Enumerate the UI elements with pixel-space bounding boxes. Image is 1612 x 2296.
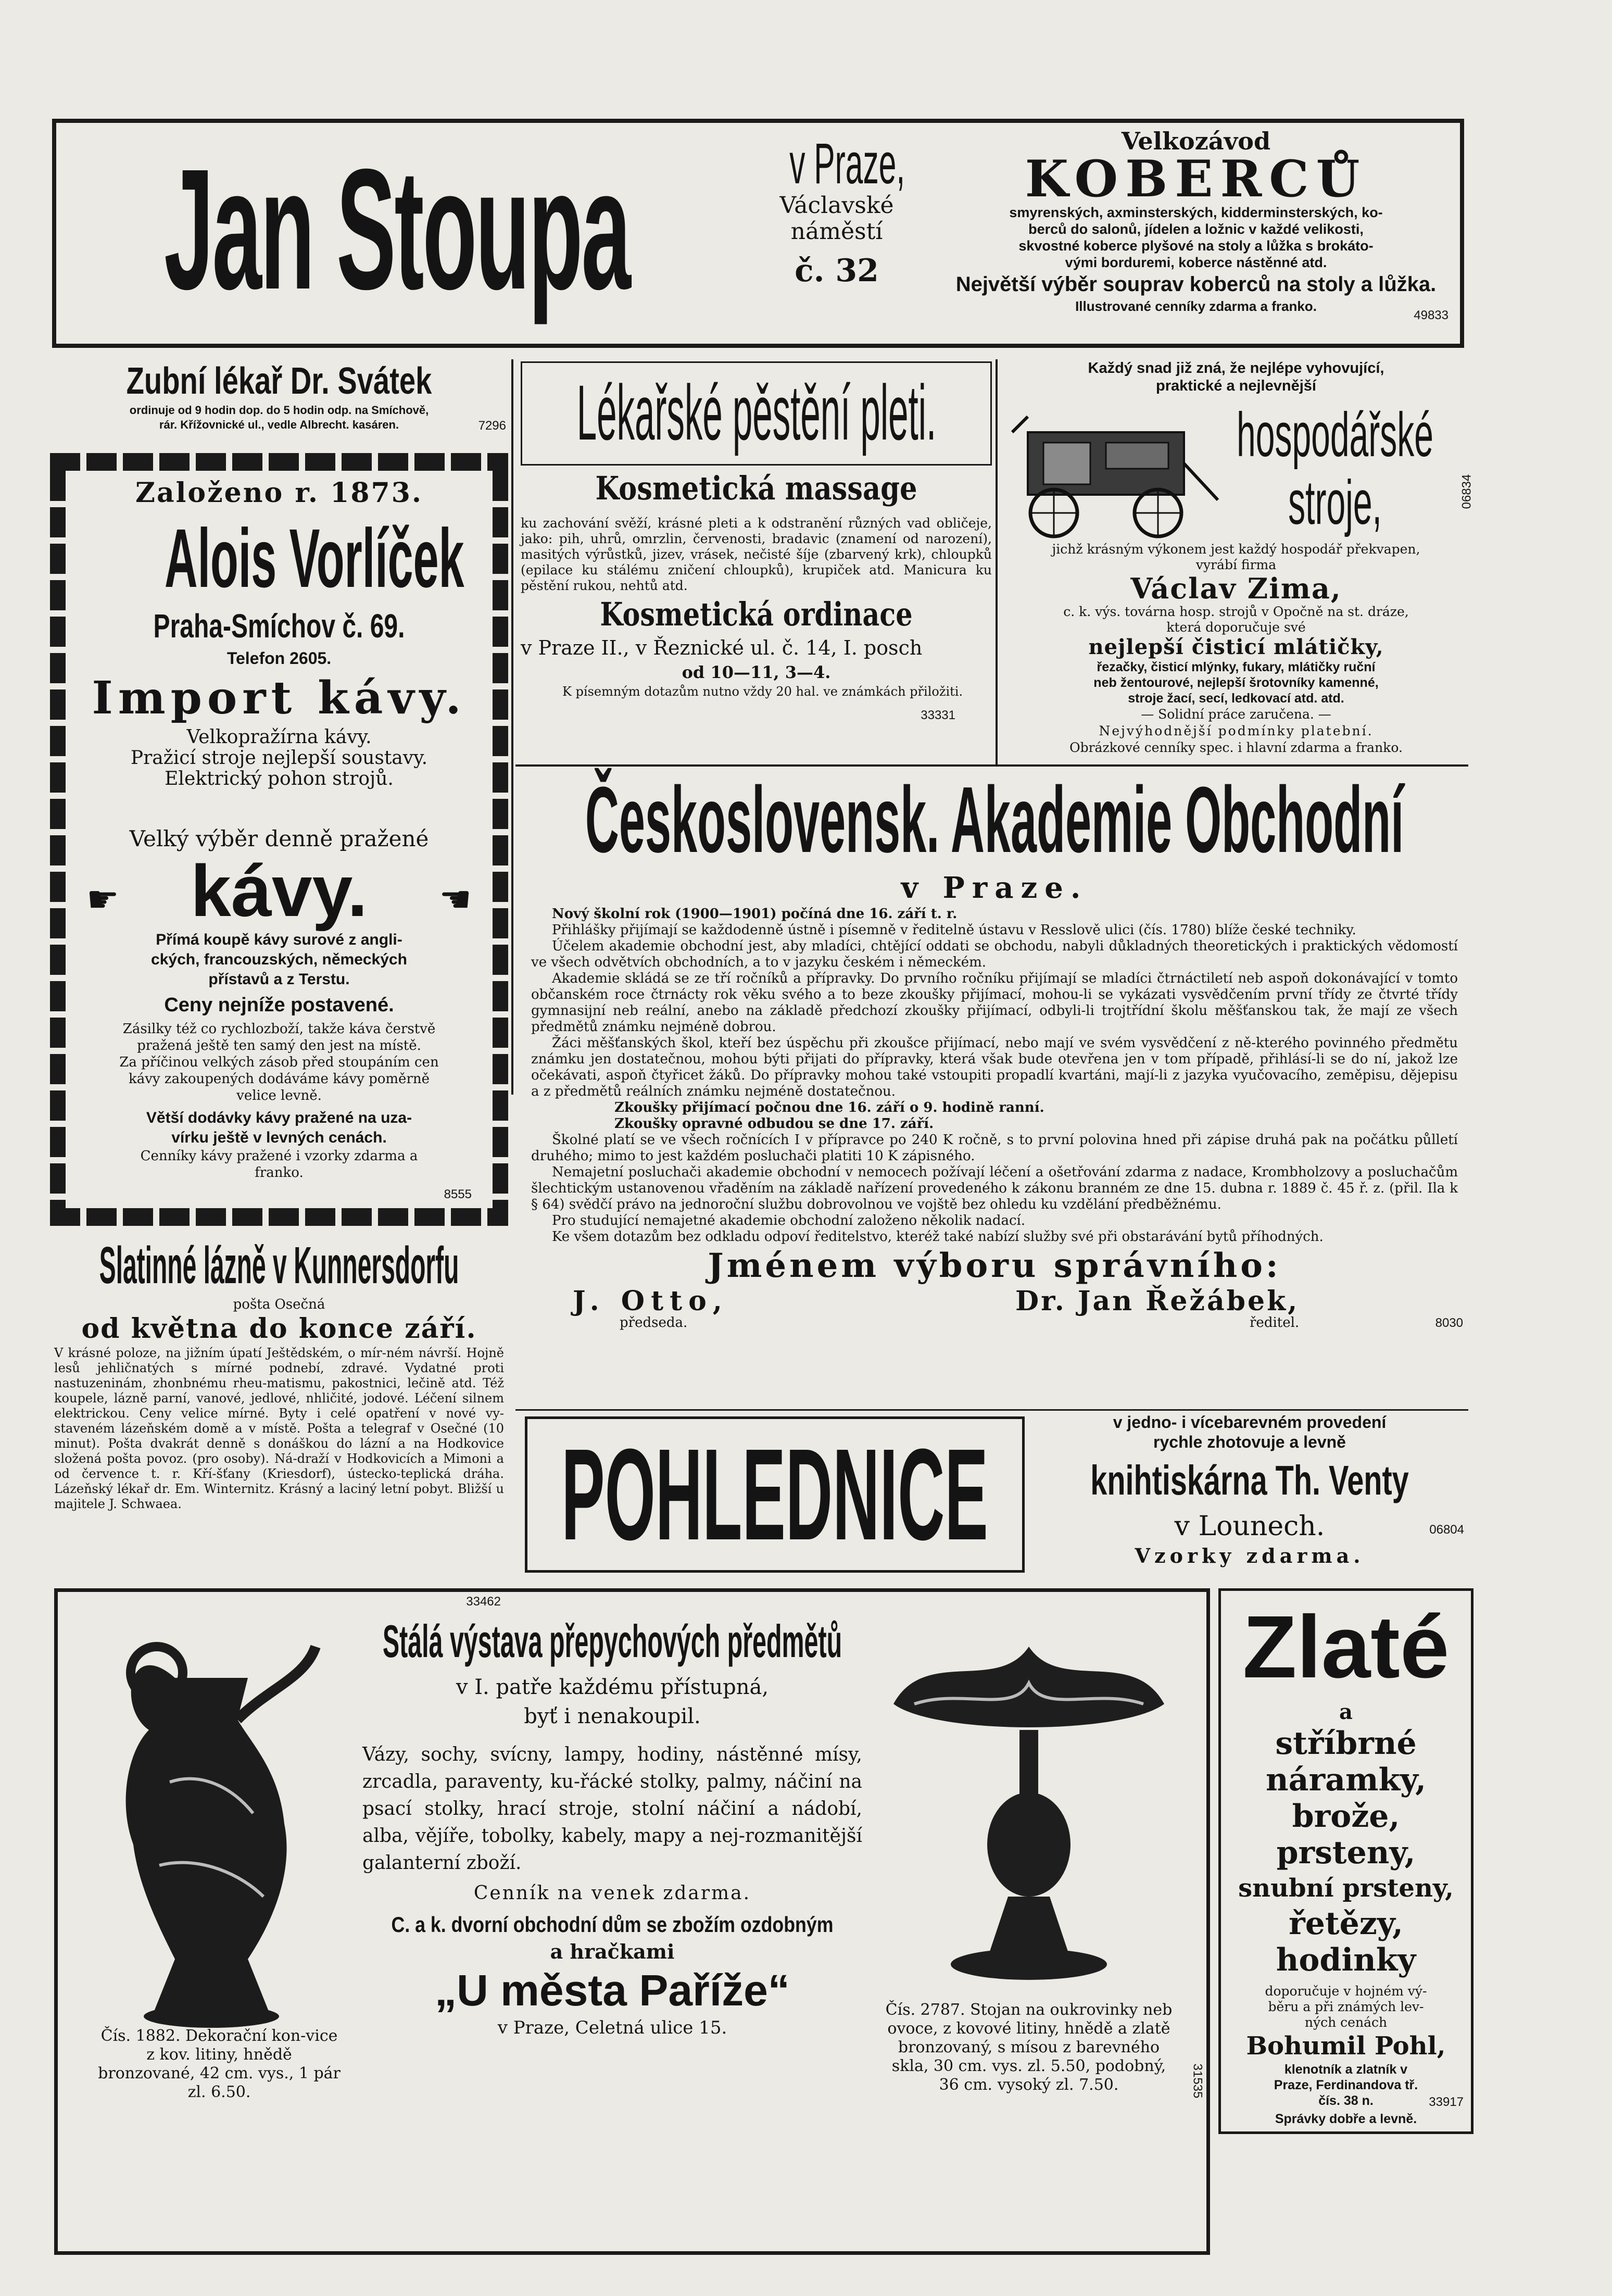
vorlicek-s4: kávy zakoupených dodáváme kávy poměrně xyxy=(128,1071,430,1087)
akademie-p10: Pro studující nemajetné akademie obchodní založeno několik nadací. xyxy=(552,1213,1026,1228)
vorlicek-buy3: přístavů a z Terstu. xyxy=(208,971,350,988)
stoupa-title: KOBERCŮ xyxy=(1025,149,1367,208)
zima-t2: vyrábí firma xyxy=(1195,557,1277,572)
akademie-p5: Žáci měšťanských škol, kteří bez úspěchu při zkoušce přijímací, nebo mají ve svém vysvědčení z ně-kterého povinného předmětu známku jen dostatečnou, mohou býti přijati do přípravky, která však bude otevřena jen v tom případě, přihlásí-li se do ní, jakož lze očekávati, aspoň čtyřicet žáků. Do přípravky mohou také vstoupiti propadlí kvartáni, mají-li z jazyka vyučovacího, zeměpisu, dějepisu a z předmětů reálních známku nejméně dostatečnou. xyxy=(531,1035,1458,1099)
stoupa-ad-content xyxy=(58,125,1459,343)
akademie-p11: Ke všem dotazům bez odkladu odpoví ředitelstvo, kteréž také nabízí služby své při obstarávání bytů příhodných. xyxy=(552,1229,1324,1245)
stoupa-name: Jan Stoupa xyxy=(164,133,629,325)
venta-firm: knihtiskárna Th. Venty xyxy=(1090,1457,1409,1503)
slatinne-dates: od května do konce září. xyxy=(81,1313,477,1345)
zima-title1: hospodářské xyxy=(1237,400,1433,470)
stoupa-desc1: smyrenských, axminsterských, kidderminsterských, ko- xyxy=(1009,205,1383,220)
svatek-ad xyxy=(50,359,508,437)
akademie-p7: Zkoušky opravné odbudou se dne 17. září. xyxy=(614,1116,934,1132)
akademie-ad xyxy=(521,768,1468,1406)
vorlicek-border-left xyxy=(50,471,66,1208)
akademie-n2: Dr. Jan Řežábek, xyxy=(1015,1285,1300,1317)
pariz-addr: v Praze, Celetná ulice 15. xyxy=(497,2017,727,2038)
kosmetika-ordin: Kosmetická ordinace xyxy=(600,595,913,633)
venta-l1: v jedno- i vícebarevném provedení xyxy=(1113,1413,1387,1432)
pariz-house: C. a k. dvorní obchodní dům se zbožím ozdobným xyxy=(391,1912,834,1937)
vorlicek-kavy: kávy. xyxy=(191,850,368,932)
akademie-p8: Školné platí se ve všech ročnících I v přípravce po 240 K ročně, s to první polovina hned při zápise druhá pak na počátku půlletí druhého; mimo to jest každém posluchači platiti 10 K zápisného. xyxy=(531,1132,1458,1164)
pariz-hrack: a hračkami xyxy=(550,1940,675,1963)
vorlicek-cat1: Cenníky kávy pražené i vzorky zdarma a xyxy=(140,1148,418,1164)
rule-left-column xyxy=(511,359,513,1095)
pohl-t2: běru a při známých lev- xyxy=(1268,1999,1424,2014)
rule-above-pohlednice xyxy=(515,1409,1468,1411)
pohl-n6: hodinky xyxy=(1276,1942,1416,1978)
vorlicek-phone: Telefon 2605. xyxy=(226,649,332,668)
akademie-sign: Jménem výboru správního: xyxy=(708,1246,1281,1285)
vorlicek-name: Alois Vorlíček xyxy=(165,511,464,605)
kosmetika-hours: od 10—11, 3—4. xyxy=(682,662,831,682)
stoupa-square2: náměstí xyxy=(790,218,883,245)
stoupa-code: 49833 xyxy=(1414,308,1449,322)
pohl-n1: náramky, xyxy=(1265,1762,1427,1798)
akademie-city: v Praze. xyxy=(901,871,1088,905)
vorlicek-l1: Velkopražírna kávy. xyxy=(186,726,372,748)
zima-best: nejlepší čisticí mlátičky, xyxy=(1088,635,1384,659)
pohl-repair: Správky dobře a levně. xyxy=(1275,2112,1417,2126)
zima-title2: stroje, xyxy=(1288,468,1382,537)
kosmetika-address: v Praze II., v Řeznické ul. č. 14, I. posch xyxy=(521,636,923,659)
svatek-text1: ordinuje od 9 hodin dop. do 5 hodin odp. na Smíchově, xyxy=(129,404,429,417)
vorlicek-l2: Pražicí stroje nejlepší soustavy. xyxy=(130,747,428,769)
vorlicek-border-right xyxy=(493,471,508,1208)
zima-t7: stroje žací, secí, ledkovací atd. atd. xyxy=(1128,691,1344,706)
vorlicek-choice: Velký výběr denně pražené xyxy=(129,826,429,851)
kosmetika-text: ku zachování svěží, krásné pleti a k odstranění různých vad obličeje, jako: pih, uhrů, omrzlin, červenosti, bradavic (znamení od narození), masitých výrůstků, jizev, vrásek, nečisté šíje (zbarvený krk), chloupků (epilace ku stálému zničení chloupků), krupiček atd. Manicura ku pěstění rukou, nehtů atd. xyxy=(521,516,992,593)
zima-t9: Nejvýhodnější podmínky platební. xyxy=(1099,723,1374,738)
vorlicek-prices: Ceny nejníže postavené. xyxy=(164,994,394,1016)
venta-code: 06804 xyxy=(1429,1523,1464,1537)
zima-t3: c. k. výs. továrna hosp. strojů v Opočně na st. dráze, xyxy=(1063,604,1409,619)
pariz-i2: byť i nenakoupil. xyxy=(524,1704,701,1728)
vorlicek-address: Praha-Smíchov č. 69. xyxy=(153,607,405,645)
vorlicek-ad xyxy=(71,475,487,1204)
pohl-t5: Praze, Ferdinandova tř. xyxy=(1274,2078,1418,2092)
stoupa-number: č. 32 xyxy=(795,253,879,289)
akademie-r1: předseda. xyxy=(620,1315,688,1331)
slatinne-ad xyxy=(50,1234,508,1609)
stoupa-desc3: skvostné koberce plyšové na stoly a lůžka s brokáto- xyxy=(1018,238,1374,254)
zima-t6: neb žentourové, nejlepší šrotovníky kamenné, xyxy=(1093,675,1379,690)
pohl-t6: čís. 38 n. xyxy=(1318,2093,1374,2108)
stoupa-desc4: vými borduremi, koberce nástěnné atd. xyxy=(1065,255,1327,270)
vorlicek-s1: Zásilky též co rychlozboží, takže káva čerstvě xyxy=(122,1021,436,1037)
slatinne-post: pošta Osečná xyxy=(233,1297,325,1312)
pohl-t3: ných cenách xyxy=(1304,2015,1388,2030)
vorlicek-big1: Větší dodávky kávy pražené na uza- xyxy=(146,1109,412,1126)
akademie-n1: J. Otto, xyxy=(573,1285,728,1317)
pohl-a: a xyxy=(1339,1700,1353,1724)
kosmetika-ad xyxy=(521,359,992,763)
pariz-code: 31535 xyxy=(1190,2063,1205,2099)
rule-top-middle xyxy=(996,359,998,766)
svatek-code: 7296 xyxy=(478,419,506,433)
svatek-title: Zubní lékař Dr. Svátek xyxy=(126,360,432,402)
vorlicek-buy1: Přímá koupě kávy surové z angli- xyxy=(156,931,402,948)
pariz-title: Stálá výstava přepychových předmětů xyxy=(382,1615,842,1667)
venta-samples: Vzorky zdarma. xyxy=(1135,1544,1365,1567)
slatinne-text: V krásné poloze, na jižním úpatí Ještědském, o mír-ném návrší. Hojně lesů jehličnatých s mírné podnebí, zdravé. Vydatné proti nastuzeninám, zhonbnému rheu-matismu, pakostnici, lečině atd. Též koupele, lázně parní, vanové, jedlové, nhličité, jodové. Léčení silnem elektrickou. Ceny velice mírné. Byty i celé opatření v nové vy-staveném lázeňském domě a v místě. Pošta a telegraf v Osečné (10 minut). Pošta dvakrát denně s donáškou do lázní a na Hodkovice složená pošta povoz. (pro osoby). Ná-draží v Hodkovicích a Mimoni a od července t. r. Kří-šťany (Kriesdorf), ústecko-teplická dráha. Lázeňský lékař dr. Em. Winternitz. Krásný a laciný letní pobyt. Bližší u majitele J. Schwaea. xyxy=(54,1346,504,1511)
kosmetika-code: 33331 xyxy=(921,708,955,722)
zima-t4: která doporučuje své xyxy=(1166,620,1306,635)
akademie-p4: Akademie skládá se ze tří ročníků a přípravky. Do prvního ročníku přijímají se mladíci čtrnáctiletí neb aspoň dokonávající v tomto občanském roce čtrnácty rok věku svého a to beze zkoušky přijímací, mohou-li se vykázati vysvědčením první třídy ze čtvrté třídy gymnasijní neb reální, anebo na základě předchozí zkoušky přijímací, odbyli-li trojtřídní školu měšťanskou tak, že mají ze všech předmětů známku nejméně dobrou. xyxy=(531,971,1458,1035)
slatinne-code: 33462 xyxy=(466,1595,501,1609)
hand-pointer-icon: ☛ xyxy=(86,878,119,921)
zima-code: 06834 xyxy=(1459,474,1474,509)
pohl-n5: řetězy, xyxy=(1289,1905,1403,1942)
pohl-ad xyxy=(1218,1588,1474,2255)
decorative-jug-illustration xyxy=(97,1615,326,2042)
pohl-n2: brože, xyxy=(1292,1798,1400,1835)
vorlicek-buy2: ckých, francouzských, německých xyxy=(151,951,407,968)
akademie-code: 8030 xyxy=(1435,1316,1463,1330)
stoupa-offer: Největší výběr souprav koberců na stoly a lůžka. xyxy=(955,273,1437,296)
stoupa-square1: Václavské xyxy=(779,192,894,219)
stoupa-catalog: Illustrované cenníky zdarma a franko. xyxy=(1075,298,1317,314)
akademie-r2: ředitel. xyxy=(1250,1315,1300,1331)
pohl-t1: doporučuje v hojném vý- xyxy=(1265,1984,1427,1999)
zima-firm: Václav Zima, xyxy=(1130,572,1342,605)
pariz-cennik: Cenník na venek zdarma. xyxy=(473,1883,751,1904)
zima-ad xyxy=(1002,359,1474,763)
zima-t8: — Solidní práce zaručena. — xyxy=(1141,707,1331,722)
kosmetika-sub: Kosmetická massage xyxy=(595,469,917,507)
zima-t10: Obrázkové cenníky spec. i hlavní zdarma a franko. xyxy=(1069,740,1403,755)
svatek-text2: rár. Křížovnické ul., vedle Albrecht. kasáren. xyxy=(159,418,399,431)
pohl-n3: prsteny, xyxy=(1276,1835,1416,1871)
stoupa-head: Velkozávod xyxy=(1121,127,1271,155)
pohl-z1: Zlaté xyxy=(1242,1598,1450,1697)
vorlicek-founded: Založeno r. 1873. xyxy=(135,477,423,509)
zima-top1: Každý snad již zná, že nejlépe vyhovující, xyxy=(1088,360,1384,377)
akademie-p6: Zkoušky přijímací počnou dne 16. září o 9. hodině ranní. xyxy=(614,1100,1044,1115)
vorlicek-code: 8555 xyxy=(444,1187,472,1201)
akademie-title: Československ. Akademie Obchodní xyxy=(585,768,1404,872)
pohl-firm: Bohumil Pohl, xyxy=(1246,2031,1446,2061)
stoupa-desc2: berců do salonů, jídelen a ložnic v každé velikosti, xyxy=(1028,221,1364,237)
kosmetika-title: Lékařské pěstění pleti. xyxy=(576,369,937,456)
pohl-code: 33917 xyxy=(1429,2095,1464,2109)
venta-city: v Lounech. xyxy=(1174,1511,1325,1542)
vorlicek-big2: vírku ještě v levných cenách. xyxy=(171,1129,387,1146)
venta-ad xyxy=(521,1412,1468,1584)
kosmetika-note: K písemným dotazům nutno vždy 20 hal. ve známkách přiložiti. xyxy=(562,684,963,699)
stoupa-city: v Praze, xyxy=(789,132,905,196)
pariz-right: Čís. 2787. Stojan na oukrovinky neb ovoce, z kovové litiny, hnědě a zlatě bronzovaný, s mísou z barevného skla, 30 cm. vys. zl. 5.50, podobný, 36 cm. vysoký zl. 7.50. xyxy=(885,2001,1173,2094)
akademie-p3: Účelem akademie obchodní jest, aby mladíci, chtějící oddati se obchodu, nabyli důkladných theoretických i praktických vědomostí ve všech odvětvích obchodních, a to v jazyku českém i německém. xyxy=(531,938,1458,970)
venta-title: POHLEDNICE xyxy=(561,1422,988,1567)
pariz-left: Čís. 1882. Dekorační kon-vice z kov. litiny, hnědě bronzované, 42 cm. vys., 1 pár zl. 6.50. xyxy=(98,2027,341,2101)
pariz-text: Vázy, sochy, svícny, lampy, hodiny, nástěnné mísy, zrcadla, paraventy, ku-řácké stolky, palmy, náčiní na psací stolky, hrací stroje, stolní náčiní a nádobí, alba, vějíře, tobolky, kabely, mapy a nej-rozmanitější galanterní zboží. xyxy=(362,1744,862,1874)
slatinne-title: Slatinné lázně v Kunnersdorfu xyxy=(99,1236,459,1295)
vorlicek-border-bottom xyxy=(50,1208,508,1226)
pariz-i1: v I. patře každému přístupná, xyxy=(456,1675,769,1699)
rule-under-kosmetika xyxy=(515,764,1468,767)
pariz-ad-content xyxy=(60,1595,1204,2249)
pohl-s1: stříbrné xyxy=(1275,1725,1417,1762)
vorlicek-cat2: franko. xyxy=(255,1165,304,1181)
akademie-p1: Nový školní rok (1900—1901) počíná dne 16. září t. r. xyxy=(552,906,958,922)
vorlicek-border-top xyxy=(50,453,508,471)
pohl-t4: klenotník a zlatník v xyxy=(1284,2062,1408,2077)
zima-t1: jichž krásným výkonem jest každý hospodář překvapen, xyxy=(1052,542,1420,557)
hand-pointer-icon: ☚ xyxy=(439,878,472,921)
akademie-p9: Nemajetní posluchači akademie obchodní v nemocech požívají léčení a ošetřování zdarma z nadace, Krombholzovy a posluchačům šlechtickým ustanovenou vřaděním na základě nařízení provedeného k zákonu branném ze dne 15. dubna r. 1889 č. 45 ř. z. (přil. Ila k § 64) svědčí právo na jednoroční službu dobrovolnou ve vojště bez ohledu ku vzdělání předběžnému. xyxy=(531,1164,1458,1212)
vorlicek-s2: pražená ještě ten samý den jest na místě. xyxy=(137,1038,421,1053)
vorlicek-l3: Elektrický pohon strojů. xyxy=(165,768,394,789)
vorlicek-s5: velice levně. xyxy=(236,1088,322,1103)
venta-l2: rychle zhotovuje a levně xyxy=(1153,1433,1346,1451)
pohl-n4: snubní prsteny, xyxy=(1238,1874,1454,1903)
fruit-stand-illustration xyxy=(883,1626,1175,2022)
zima-top2: praktické a nejlevnější xyxy=(1156,378,1316,394)
vorlicek-s3: Za příčinou velkých zásob před stoupáním cen xyxy=(119,1055,439,1070)
pariz-name: „U města Paříže“ xyxy=(435,1966,790,2015)
threshing-machine-illustration xyxy=(1002,401,1220,542)
vorlicek-import: Import kávy. xyxy=(92,672,467,724)
akademie-p2: Přihlášky přijímají se každodenně ústně i písemně v ředitelně ústavu v Resslově ulici (čís. 1780) blíže české techniky. xyxy=(552,922,1356,938)
zima-t5: řezačky, čisticí mlýnky, fukary, mlátičky ruční xyxy=(1097,660,1376,674)
